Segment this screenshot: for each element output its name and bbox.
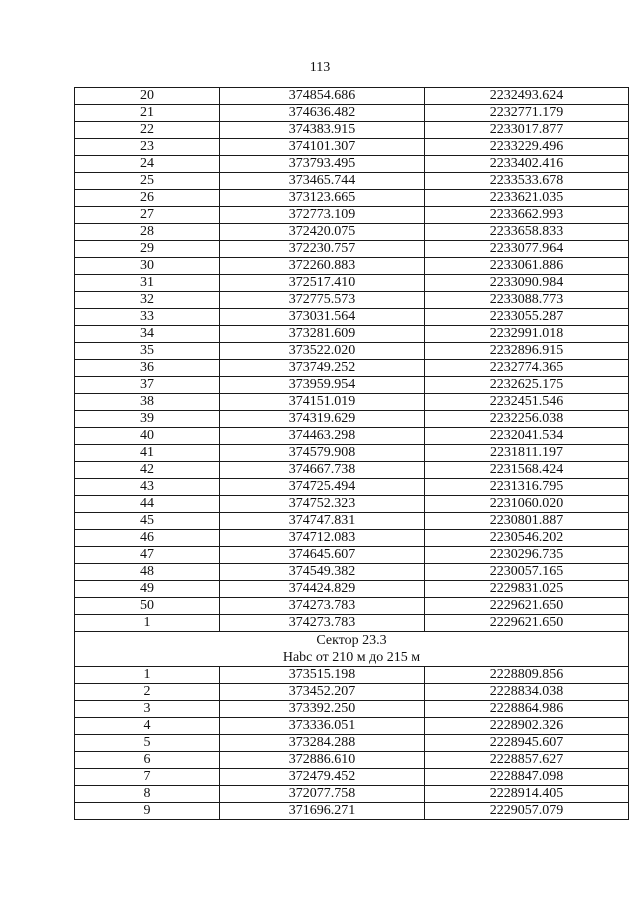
table-row [75,803,629,820]
table-row [75,769,629,786]
table-row [75,752,629,769]
x-coordinate-cell: 372773.109 [220,207,425,224]
y-coordinate-cell: 2233621.035 [425,190,629,207]
point-number-cell: 33 [75,309,220,326]
point-number-cell: 28 [75,224,220,241]
point-number-cell: 6 [75,752,220,769]
coordinates-table [74,87,629,820]
x-coordinate-cell: 372517.410 [220,275,425,292]
table-row [75,684,629,701]
x-coordinate-cell: 371696.271 [220,803,425,820]
section-header-row [75,632,629,667]
table-row [75,701,629,718]
x-coordinate-cell: 373123.665 [220,190,425,207]
section-header-cell [75,632,629,667]
table-row [75,735,629,752]
point-number-cell: 9 [75,803,220,820]
y-coordinate-cell: 2233077.964 [425,241,629,258]
point-number-cell: 46 [75,530,220,547]
y-coordinate-cell: 2233402.416 [425,156,629,173]
table-row [75,479,629,496]
point-number-cell: 22 [75,122,220,139]
point-number-cell: 36 [75,360,220,377]
coordinates-table-body [75,88,629,820]
point-number-cell: 32 [75,292,220,309]
point-number-cell: 26 [75,190,220,207]
y-coordinate-cell: 2228809.856 [425,667,629,684]
point-number-cell: 43 [75,479,220,496]
table-row [75,581,629,598]
point-number-cell: 44 [75,496,220,513]
x-coordinate-cell: 374579.908 [220,445,425,462]
point-number-cell: 48 [75,564,220,581]
x-coordinate-cell: 372886.610 [220,752,425,769]
y-coordinate-cell: 2233229.496 [425,139,629,156]
table-row [75,241,629,258]
y-coordinate-cell: 2228902.326 [425,718,629,735]
section-title: Сектор 23.3 [316,633,387,648]
y-coordinate-cell: 2232896.915 [425,343,629,360]
table-row [75,360,629,377]
point-number-cell: 39 [75,411,220,428]
table-row [75,275,629,292]
table-row [75,377,629,394]
x-coordinate-cell: 372230.757 [220,241,425,258]
point-number-cell: 8 [75,786,220,803]
x-coordinate-cell: 374319.629 [220,411,425,428]
point-number-cell: 4 [75,718,220,735]
point-number-cell: 5 [75,735,220,752]
y-coordinate-cell: 2230546.202 [425,530,629,547]
x-coordinate-cell: 373392.250 [220,701,425,718]
y-coordinate-cell: 2231060.020 [425,496,629,513]
y-coordinate-cell: 2233658.833 [425,224,629,241]
point-number-cell: 27 [75,207,220,224]
table-row [75,292,629,309]
x-coordinate-cell: 374645.607 [220,547,425,564]
x-coordinate-cell: 373336.051 [220,718,425,735]
table-row [75,667,629,684]
point-number-cell: 1 [75,615,220,632]
x-coordinate-cell: 374101.307 [220,139,425,156]
y-coordinate-cell: 2230801.887 [425,513,629,530]
point-number-cell: 49 [75,581,220,598]
table-row [75,88,629,105]
x-coordinate-cell: 373281.609 [220,326,425,343]
table-row [75,462,629,479]
y-coordinate-cell: 2231316.795 [425,479,629,496]
point-number-cell: 50 [75,598,220,615]
x-coordinate-cell: 372260.883 [220,258,425,275]
point-number-cell: 45 [75,513,220,530]
point-number-cell: 47 [75,547,220,564]
x-coordinate-cell: 372775.573 [220,292,425,309]
x-coordinate-cell: 374273.783 [220,615,425,632]
x-coordinate-cell: 374383.915 [220,122,425,139]
x-coordinate-cell: 374712.083 [220,530,425,547]
table-row [75,258,629,275]
table-row [75,411,629,428]
y-coordinate-cell: 2228847.098 [425,769,629,786]
x-coordinate-cell: 372479.452 [220,769,425,786]
x-coordinate-cell: 374636.482 [220,105,425,122]
table-row [75,173,629,190]
x-coordinate-cell: 374747.831 [220,513,425,530]
point-number-cell: 38 [75,394,220,411]
point-number-cell: 24 [75,156,220,173]
y-coordinate-cell: 2228864.986 [425,701,629,718]
table-row [75,207,629,224]
point-number-cell: 40 [75,428,220,445]
x-coordinate-cell: 374667.738 [220,462,425,479]
point-number-cell: 37 [75,377,220,394]
y-coordinate-cell: 2233533.678 [425,173,629,190]
y-coordinate-cell: 2228857.627 [425,752,629,769]
x-coordinate-cell: 373522.020 [220,343,425,360]
y-coordinate-cell: 2232451.546 [425,394,629,411]
point-number-cell: 42 [75,462,220,479]
x-coordinate-cell: 373452.207 [220,684,425,701]
x-coordinate-cell: 373793.495 [220,156,425,173]
y-coordinate-cell: 2233055.287 [425,309,629,326]
point-number-cell: 1 [75,667,220,684]
table-row [75,445,629,462]
point-number-cell: 41 [75,445,220,462]
table-row [75,496,629,513]
table-row [75,615,629,632]
x-coordinate-cell: 374725.494 [220,479,425,496]
table-row [75,224,629,241]
table-row [75,428,629,445]
x-coordinate-cell: 374424.829 [220,581,425,598]
y-coordinate-cell: 2229621.650 [425,615,629,632]
y-coordinate-cell: 2232771.179 [425,105,629,122]
y-coordinate-cell: 2232991.018 [425,326,629,343]
point-number-cell: 31 [75,275,220,292]
point-number-cell: 21 [75,105,220,122]
table-row [75,105,629,122]
table-row [75,718,629,735]
point-number-cell: 30 [75,258,220,275]
point-number-cell: 3 [75,701,220,718]
y-coordinate-cell: 2232493.624 [425,88,629,105]
x-coordinate-cell: 373284.288 [220,735,425,752]
y-coordinate-cell: 2232041.534 [425,428,629,445]
x-coordinate-cell: 374273.783 [220,598,425,615]
point-number-cell: 2 [75,684,220,701]
table-row [75,139,629,156]
x-coordinate-cell: 374752.323 [220,496,425,513]
y-coordinate-cell: 2228834.038 [425,684,629,701]
x-coordinate-cell: 373749.252 [220,360,425,377]
y-coordinate-cell: 2233017.877 [425,122,629,139]
y-coordinate-cell: 2231568.424 [425,462,629,479]
table-row [75,564,629,581]
y-coordinate-cell: 2233088.773 [425,292,629,309]
table-row [75,530,629,547]
table-row [75,309,629,326]
point-number-cell: 20 [75,88,220,105]
x-coordinate-cell: 372077.758 [220,786,425,803]
point-number-cell: 34 [75,326,220,343]
table-row [75,786,629,803]
table-row [75,190,629,207]
x-coordinate-cell: 374151.019 [220,394,425,411]
y-coordinate-cell: 2232625.175 [425,377,629,394]
y-coordinate-cell: 2233061.886 [425,258,629,275]
point-number-cell: 29 [75,241,220,258]
y-coordinate-cell: 2230296.735 [425,547,629,564]
x-coordinate-cell: 374549.382 [220,564,425,581]
table-row [75,343,629,360]
y-coordinate-cell: 2230057.165 [425,564,629,581]
section-subtitle: Нabc от 210 м до 215 м [282,650,421,665]
table-row [75,326,629,343]
y-coordinate-cell: 2231811.197 [425,445,629,462]
x-coordinate-cell: 372420.075 [220,224,425,241]
y-coordinate-cell: 2229057.079 [425,803,629,820]
y-coordinate-cell: 2232774.365 [425,360,629,377]
point-number-cell: 7 [75,769,220,786]
y-coordinate-cell: 2233662.993 [425,207,629,224]
y-coordinate-cell: 2233090.984 [425,275,629,292]
point-number-cell: 35 [75,343,220,360]
table-row [75,598,629,615]
y-coordinate-cell: 2228945.607 [425,735,629,752]
y-coordinate-cell: 2229621.650 [425,598,629,615]
x-coordinate-cell: 373959.954 [220,377,425,394]
table-row [75,122,629,139]
table-row [75,547,629,564]
x-coordinate-cell: 374463.298 [220,428,425,445]
point-number-cell: 23 [75,139,220,156]
point-number-cell: 25 [75,173,220,190]
x-coordinate-cell: 374854.686 [220,88,425,105]
x-coordinate-cell: 373031.564 [220,309,425,326]
table-row [75,156,629,173]
table-row [75,394,629,411]
x-coordinate-cell: 373465.744 [220,173,425,190]
y-coordinate-cell: 2232256.038 [425,411,629,428]
y-coordinate-cell: 2228914.405 [425,786,629,803]
x-coordinate-cell: 373515.198 [220,667,425,684]
table-row [75,513,629,530]
page-number: 113 [309,60,331,75]
y-coordinate-cell: 2229831.025 [425,581,629,598]
